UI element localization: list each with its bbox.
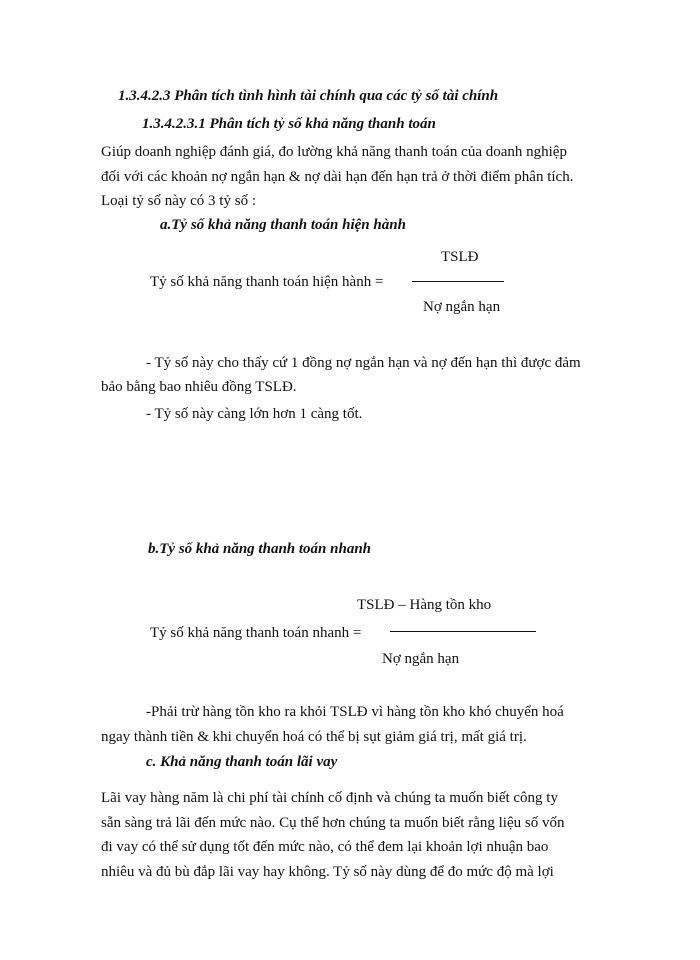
heading-sub: 1.3.4.2.3.1 Phân tích tỷ số khả năng thanh toán: [142, 116, 436, 132]
section-c-line-3: đi vay có thể sử dụng tốt đến mức nào, có thể đem lại khoản lợi nhuận bao: [101, 839, 549, 855]
section-c-line-1: Lãi vay hàng năm là chi phí tài chính cố định và chúng ta muốn biết công ty: [101, 790, 558, 806]
formula-b-label: Tỷ số khả năng thanh toán nhanh =: [150, 625, 362, 641]
section-a-note-1: - Tỷ số này cho thấy cứ 1 đồng nợ ngắn hạn và nợ đến hạn thì được đảm: [146, 355, 581, 371]
section-a-note-3: - Tỷ số này càng lớn hơn 1 càng tốt.: [146, 406, 363, 422]
section-b-note-2: ngay thành tiền & khi chuyển hoá có thể bị sụt giảm giá trị, mất giá trị.: [101, 729, 527, 745]
heading-main: 1.3.4.2.3 Phân tích tình hình tài chính qua các tỷ số tài chính: [118, 88, 499, 104]
formula-b-denominator: Nợ ngắn hạn: [382, 651, 460, 667]
formula-a-numerator: TSLĐ: [441, 249, 479, 265]
formula-a-label: Tỷ số khả năng thanh toán hiện hành =: [150, 274, 384, 290]
section-b-heading: b.Tỷ số khả năng thanh toán nhanh: [148, 541, 372, 557]
formula-b-fraction-bar: [390, 631, 536, 632]
section-a-note-2: bảo bằng bao nhiêu đồng TSLĐ.: [101, 379, 297, 395]
formula-b-numerator: TSLĐ – Hàng tồn kho: [357, 597, 492, 613]
intro-line-2: đối với các khoản nợ ngắn hạn & nợ dài hạn đến hạn trả ở thời điểm phân tích.: [101, 169, 574, 185]
section-b-note-1: -Phải trừ hàng tồn kho ra khỏi TSLĐ vì hàng tồn kho khó chuyển hoá: [146, 704, 564, 720]
section-c-heading: c. Khả năng thanh toán lãi vay: [146, 754, 338, 770]
intro-line-1: Giúp doanh nghiệp đánh giá, đo lường khả năng thanh toán của doanh nghiệp: [101, 144, 567, 160]
formula-a-denominator: Nợ ngắn hạn: [423, 299, 501, 315]
section-c-line-4: nhiêu và đủ bù đắp lãi vay hay không. Tỷ số này dùng để đo mức độ mà lợi: [101, 864, 554, 880]
intro-line-3: Loại tỷ số này có 3 tỷ số :: [101, 193, 256, 209]
section-a-heading: a.Tỷ số khả năng thanh toán hiện hành: [160, 217, 406, 233]
section-c-line-2: sẵn sàng trả lãi đến mức nào. Cụ thể hơn chúng ta muốn biết rằng liệu số vốn: [101, 815, 565, 831]
formula-a-fraction-bar: [412, 281, 504, 282]
